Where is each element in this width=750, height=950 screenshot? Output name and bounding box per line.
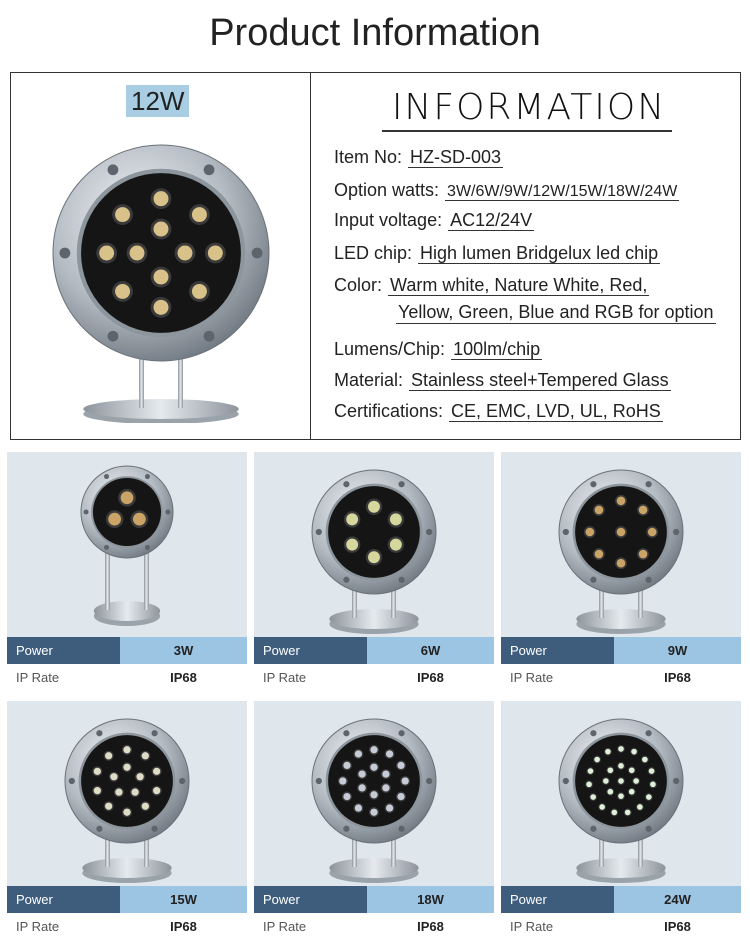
screw bbox=[590, 826, 596, 832]
variant-image bbox=[501, 452, 741, 637]
screw bbox=[104, 474, 109, 479]
led-chip bbox=[123, 809, 130, 816]
led-chip bbox=[618, 778, 624, 784]
led-chip bbox=[590, 794, 596, 800]
base-plate bbox=[329, 609, 418, 629]
led-chip bbox=[629, 767, 635, 773]
spec-input-voltage: Input voltage: AC12/24V bbox=[334, 210, 533, 230]
led-chip bbox=[154, 222, 169, 237]
led-chip bbox=[123, 764, 130, 771]
led-chip bbox=[346, 539, 358, 551]
screw bbox=[151, 730, 157, 736]
screw bbox=[398, 730, 404, 736]
spec-color: Color: Warm white, Nature White, Red, Yellow, Green, Blue and RGB for option bbox=[334, 275, 714, 322]
page-title: Product Information bbox=[209, 12, 541, 54]
screw bbox=[252, 248, 263, 259]
led-chip bbox=[208, 246, 223, 261]
led-chip bbox=[586, 528, 595, 537]
led-chip bbox=[648, 528, 657, 537]
base-plate bbox=[576, 609, 665, 629]
led-chip bbox=[358, 784, 365, 791]
led-chip bbox=[355, 750, 362, 757]
led-chip bbox=[588, 768, 594, 774]
variant-card bbox=[254, 452, 494, 697]
led-chip bbox=[650, 782, 656, 788]
power-row: Power 18W bbox=[254, 886, 494, 913]
power-row: Power 9W bbox=[501, 637, 741, 664]
led-chip bbox=[631, 749, 637, 755]
led-chip bbox=[99, 246, 114, 261]
spec-list bbox=[312, 73, 740, 439]
led-chip bbox=[121, 491, 134, 504]
spec-option-watts: Option watts: 3W/6W/9W/12W/15W/18W/24W bbox=[334, 180, 678, 200]
led-chip bbox=[639, 506, 648, 515]
screw bbox=[645, 577, 651, 583]
led-chip bbox=[130, 246, 145, 261]
screw bbox=[316, 529, 322, 535]
screw bbox=[673, 529, 679, 535]
led-chip bbox=[192, 207, 207, 222]
led-chip bbox=[142, 803, 149, 810]
led-chip bbox=[131, 789, 138, 796]
base-plate bbox=[83, 399, 239, 419]
led-chip bbox=[618, 793, 624, 799]
screw bbox=[645, 481, 651, 487]
led-chip bbox=[358, 770, 365, 777]
spec-lumens: Lumens/Chip: 100lm/chip bbox=[334, 339, 541, 359]
variant-image bbox=[501, 701, 741, 886]
led-chip bbox=[142, 752, 149, 759]
screw bbox=[69, 778, 75, 784]
ip-rate-row: IP Rate IP68 bbox=[7, 664, 247, 691]
screw bbox=[145, 545, 150, 550]
ip-rate-row: IP Rate IP68 bbox=[7, 913, 247, 940]
screw bbox=[59, 248, 70, 259]
ip-rate-row: IP Rate IP68 bbox=[501, 664, 741, 691]
led-chip bbox=[343, 762, 350, 769]
screw bbox=[96, 826, 102, 832]
led-chip bbox=[390, 539, 402, 551]
led-chip bbox=[108, 513, 121, 526]
ip-rate-row: IP Rate IP68 bbox=[254, 664, 494, 691]
led-chip bbox=[625, 810, 631, 816]
variant-card bbox=[254, 701, 494, 946]
led-chip bbox=[133, 513, 146, 526]
featured-lamp-image bbox=[51, 133, 271, 423]
led-chip bbox=[192, 284, 207, 299]
ip-rate-row: IP Rate IP68 bbox=[501, 913, 741, 940]
led-chip bbox=[123, 746, 130, 753]
base-plate bbox=[329, 858, 418, 878]
screw bbox=[104, 545, 109, 550]
variant-card bbox=[7, 701, 247, 946]
screw bbox=[151, 826, 157, 832]
bracket bbox=[144, 550, 149, 610]
led-chip bbox=[618, 763, 624, 769]
led-chip bbox=[370, 809, 377, 816]
led-chip bbox=[386, 750, 393, 757]
led-chip bbox=[603, 778, 609, 784]
led-chip bbox=[607, 789, 613, 795]
power-row: Power 6W bbox=[254, 637, 494, 664]
led-chip bbox=[390, 513, 402, 525]
power-row: Power 3W bbox=[7, 637, 247, 664]
spec-material: Material: Stainless steel+Tempered Glass bbox=[334, 370, 669, 390]
led-chip bbox=[105, 752, 112, 759]
led-chip bbox=[633, 778, 639, 784]
led-chip bbox=[105, 803, 112, 810]
led-chip bbox=[639, 550, 648, 559]
led-chip bbox=[370, 764, 377, 771]
led-chip bbox=[343, 793, 350, 800]
led-chip bbox=[153, 787, 160, 794]
led-chip bbox=[402, 777, 409, 784]
led-chip bbox=[154, 300, 169, 315]
led-chip bbox=[346, 513, 358, 525]
bracket bbox=[105, 550, 110, 610]
led-chip bbox=[154, 191, 169, 206]
led-chip bbox=[110, 773, 117, 780]
led-chip bbox=[586, 782, 592, 788]
led-chip bbox=[339, 777, 346, 784]
screw bbox=[179, 778, 185, 784]
screw bbox=[398, 481, 404, 487]
variant-card bbox=[501, 452, 741, 697]
screw bbox=[343, 577, 349, 583]
led-chip bbox=[617, 528, 626, 537]
variant-image bbox=[254, 701, 494, 886]
led-chip bbox=[177, 246, 192, 261]
led-chip bbox=[382, 770, 389, 777]
heading-underline bbox=[382, 130, 672, 132]
spec-certifications: Certifications: CE, EMC, LVD, UL, RoHS bbox=[334, 401, 661, 421]
led-chip bbox=[637, 804, 643, 810]
variant-image bbox=[7, 701, 247, 886]
bracket bbox=[139, 353, 144, 408]
led-chip bbox=[607, 767, 613, 773]
variant-card bbox=[7, 452, 247, 697]
led-chip bbox=[595, 550, 604, 559]
led-chip bbox=[153, 768, 160, 775]
led-chip bbox=[629, 789, 635, 795]
screw bbox=[108, 331, 119, 342]
led-chip bbox=[397, 793, 404, 800]
led-chip bbox=[617, 559, 626, 568]
screw bbox=[204, 331, 215, 342]
screw bbox=[165, 510, 170, 515]
variant-image bbox=[7, 452, 247, 637]
led-chip bbox=[397, 762, 404, 769]
led-chip bbox=[115, 284, 130, 299]
led-chip bbox=[370, 746, 377, 753]
screw bbox=[343, 730, 349, 736]
led-chip bbox=[94, 768, 101, 775]
ip-rate-row: IP Rate IP68 bbox=[254, 913, 494, 940]
led-chip bbox=[136, 773, 143, 780]
screw bbox=[316, 778, 322, 784]
base-plate bbox=[94, 601, 160, 621]
screw bbox=[673, 778, 679, 784]
screw bbox=[398, 826, 404, 832]
led-chip bbox=[154, 269, 169, 284]
led-chip bbox=[646, 794, 652, 800]
info-heading: INFORMATION bbox=[391, 87, 667, 128]
power-row: Power 15W bbox=[7, 886, 247, 913]
led-chip bbox=[594, 757, 600, 763]
led-chip bbox=[605, 749, 611, 755]
led-chip bbox=[370, 791, 377, 798]
screw bbox=[645, 826, 651, 832]
variant-image bbox=[254, 452, 494, 637]
led-chip bbox=[115, 207, 130, 222]
led-chip bbox=[618, 746, 624, 752]
led-chip bbox=[368, 501, 380, 513]
screw bbox=[398, 577, 404, 583]
screw bbox=[563, 529, 569, 535]
screw bbox=[96, 730, 102, 736]
led-chip bbox=[642, 757, 648, 763]
led-chip bbox=[649, 768, 655, 774]
screw bbox=[343, 481, 349, 487]
led-chip bbox=[617, 497, 626, 506]
screw bbox=[590, 481, 596, 487]
screw bbox=[590, 730, 596, 736]
led-chip bbox=[94, 787, 101, 794]
screw bbox=[426, 529, 432, 535]
led-chip bbox=[368, 551, 380, 563]
variant-card bbox=[501, 701, 741, 946]
led-chip bbox=[612, 810, 618, 816]
spec-led-chip: LED chip: High lumen Bridgelux led chip bbox=[334, 243, 659, 263]
screw bbox=[343, 826, 349, 832]
led-chip bbox=[599, 804, 605, 810]
led-chip bbox=[115, 789, 122, 796]
screw bbox=[84, 510, 89, 515]
spec-item-no: Item No: HZ-SD-003 bbox=[334, 147, 502, 167]
base-plate bbox=[82, 858, 171, 878]
screw bbox=[108, 164, 119, 175]
base-plate bbox=[576, 858, 665, 878]
info-panel bbox=[10, 72, 741, 440]
bracket bbox=[178, 353, 183, 408]
screw bbox=[204, 164, 215, 175]
screw bbox=[563, 778, 569, 784]
screw bbox=[590, 577, 596, 583]
wattage-badge: 12W bbox=[126, 85, 189, 117]
screw bbox=[645, 730, 651, 736]
power-row: Power 24W bbox=[501, 886, 741, 913]
screw bbox=[426, 778, 432, 784]
led-chip bbox=[355, 804, 362, 811]
lamp-face bbox=[93, 478, 161, 546]
led-chip bbox=[382, 784, 389, 791]
featured-product bbox=[11, 73, 311, 439]
led-chip bbox=[386, 804, 393, 811]
led-chip bbox=[595, 506, 604, 515]
screw bbox=[145, 474, 150, 479]
